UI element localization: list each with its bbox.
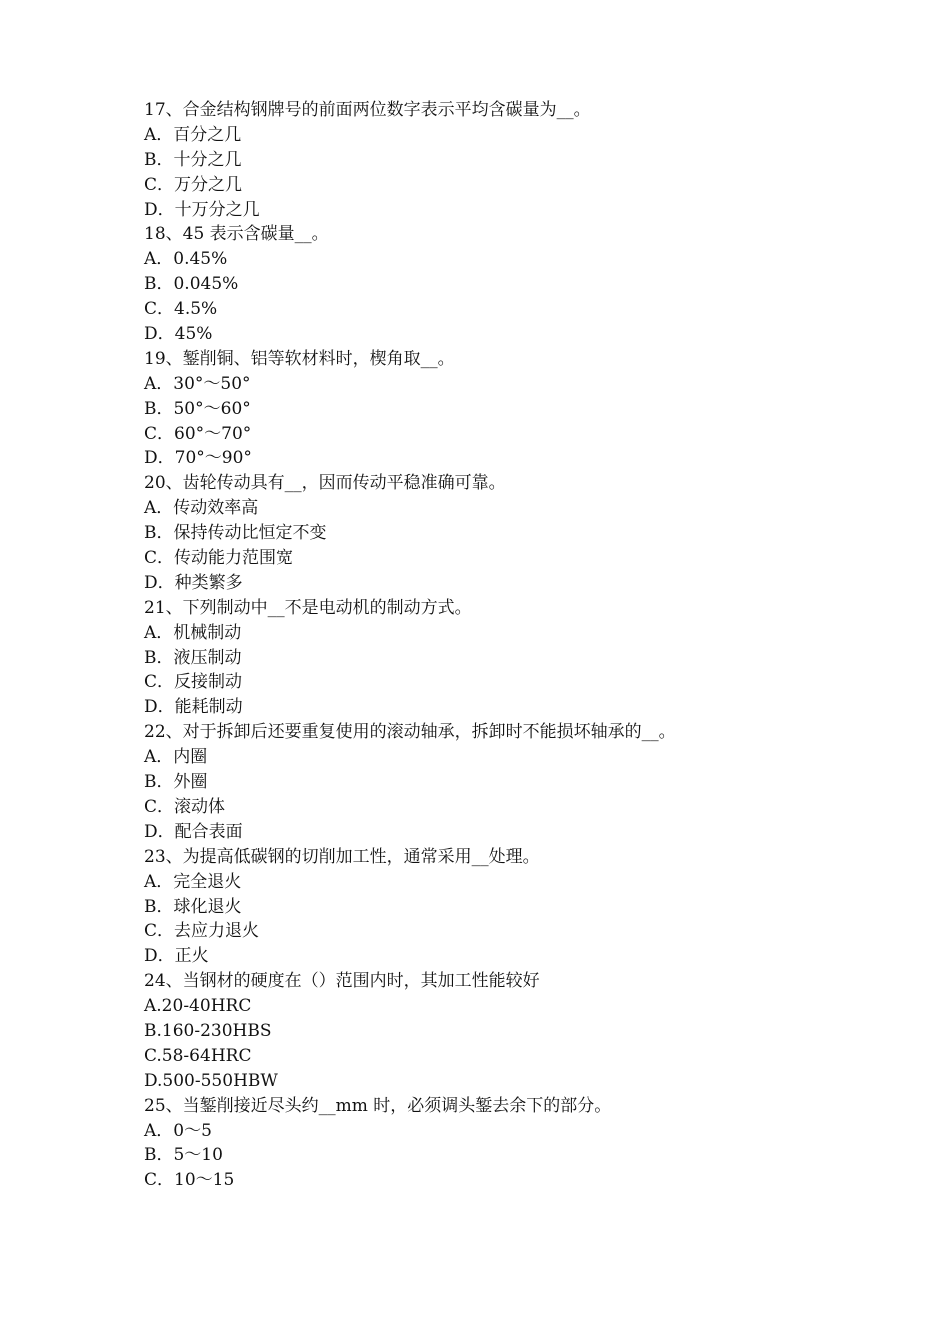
document-body <box>144 98 844 1193</box>
question-22: 22、对于拆卸后还要重复使用的滚动轴承，拆卸时不能损坏轴承的__。 <box>144 722 676 743</box>
question-25: 25、当錾削接近尽头约__mm 时，必须调头錾去余下的部分。 <box>144 1095 612 1116</box>
question-17: 17、合金结构钢牌号的前面两位数字表示平均含碳量为__。 <box>144 100 591 120</box>
option-19-b: B．50°～60° <box>144 398 251 419</box>
question-23: 23、为提高低碳钢的切削加工性，通常采用__处理。 <box>144 846 540 867</box>
option-18-a: A．0.45% <box>144 249 228 270</box>
option-17-c: C．万分之几 <box>144 174 243 195</box>
question-20: 20、齿轮传动具有__，因而传动平稳准确可靠。 <box>144 473 506 494</box>
option-17-d: D．十万分之几 <box>144 199 260 220</box>
option-21-a: A．机械制动 <box>144 622 242 643</box>
option-22-c: C．滚动体 <box>144 796 226 817</box>
option-24-b: B.160-230HBS <box>144 1020 272 1041</box>
option-20-c: C．传动能力范围宽 <box>144 548 294 569</box>
option-25-a: A．0～5 <box>144 1120 212 1141</box>
option-17-b: B．十分之几 <box>144 149 242 170</box>
option-20-a: A．传动效率高 <box>144 498 259 519</box>
option-21-c: C．反接制动 <box>144 672 243 693</box>
option-24-c: C.58-64HRC <box>144 1045 252 1066</box>
option-24-a: A.20-40HRC <box>144 996 252 1017</box>
option-22-d: D．配合表面 <box>144 821 243 842</box>
option-19-c: C．60°～70° <box>144 423 252 444</box>
question-21: 21、下列制动中__不是电动机的制动方式。 <box>144 597 472 618</box>
option-21-b: B．液压制动 <box>144 647 242 668</box>
option-18-d: D．45% <box>144 324 213 345</box>
option-22-a: A．内圈 <box>144 747 208 768</box>
question-19: 19、錾削铜、铝等软材料时，楔角取__。 <box>144 348 455 369</box>
option-20-b: B．保持传动比恒定不变 <box>144 523 327 544</box>
question-24: 24、当钢材的硬度在（）范围内时，其加工性能较好 <box>144 971 540 992</box>
option-18-c: C．4.5% <box>144 299 218 320</box>
option-24-d: D.500-550HBW <box>144 1070 278 1091</box>
option-23-a: A．完全退火 <box>144 871 242 892</box>
option-20-d: D．种类繁多 <box>144 572 243 593</box>
option-25-c: C．10～15 <box>144 1170 235 1191</box>
option-23-d: D．正火 <box>144 946 209 967</box>
option-25-b: B．5～10 <box>144 1145 223 1166</box>
option-23-c: C．去应力退火 <box>144 921 260 942</box>
option-17-a: A．百分之几 <box>144 124 242 145</box>
option-22-b: B．外圈 <box>144 772 208 793</box>
option-18-b: B．0.045% <box>144 274 239 295</box>
option-23-b: B．球化退火 <box>144 896 242 917</box>
option-19-a: A．30°～50° <box>144 373 251 394</box>
question-18: 18、45 表示含碳量__。 <box>144 224 329 245</box>
option-21-d: D．能耗制动 <box>144 697 243 718</box>
option-19-d: D．70°～90° <box>144 448 252 469</box>
